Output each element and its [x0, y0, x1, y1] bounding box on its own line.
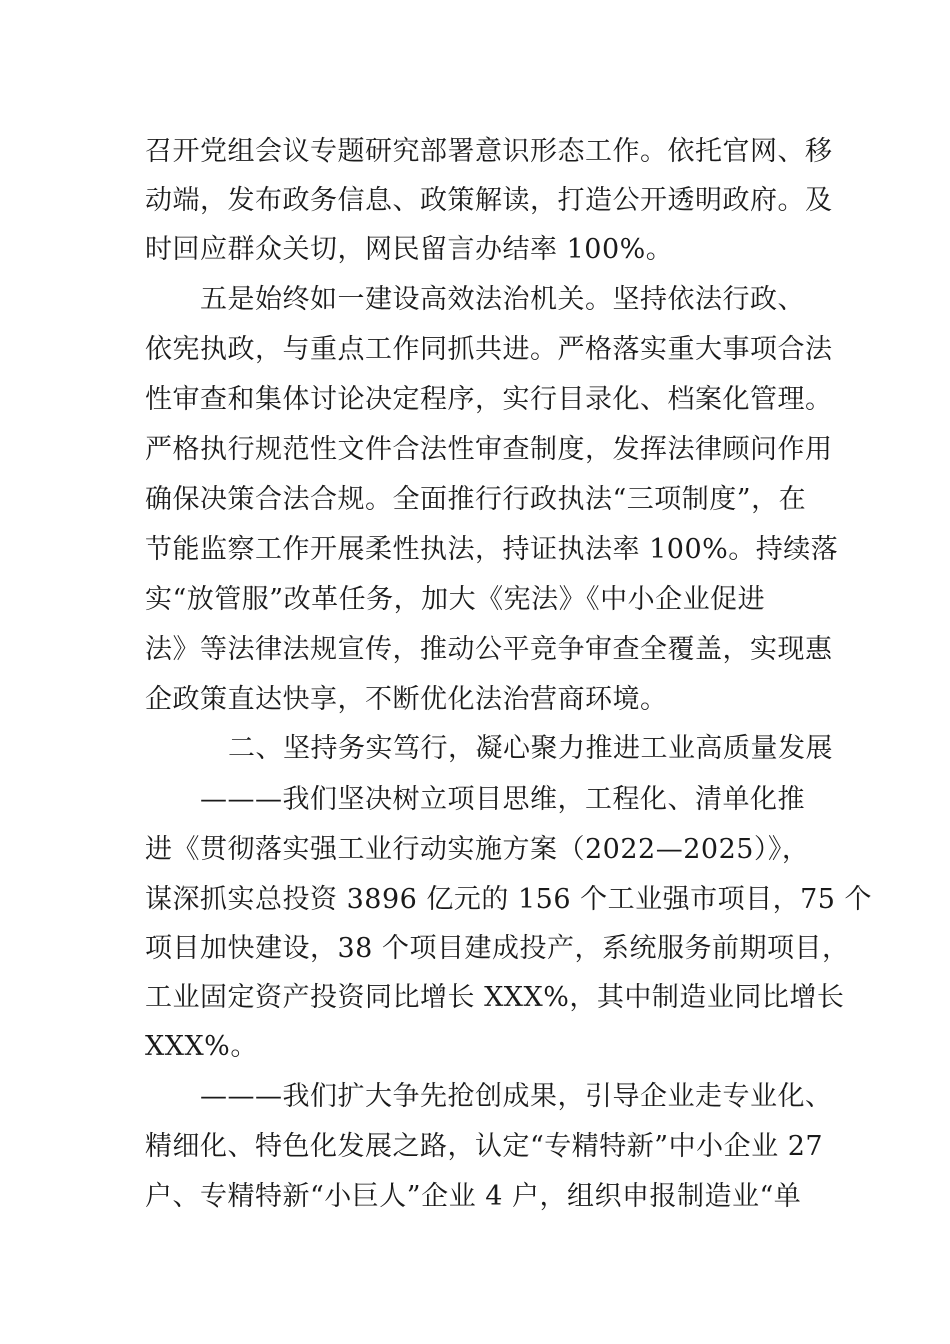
paragraph-4-line-1: ———我们扩大争先抢创成果，引导企业走专业化、 — [200, 1081, 833, 1112]
paragraph-1-line-2: 动端，发布政务信息、政策解读，打造公开透明政府。及 — [145, 185, 833, 216]
paragraph-2-line-1: 五是始终如一建设高效法治机关。坚持依法行政、 — [200, 284, 805, 315]
paragraph-3-line-2: 进《贯彻落实强工业行动实施方案（2022—2025）》， — [145, 834, 810, 865]
paragraph-1-line-1: 召开党组会议专题研究部署意识形态工作。依托官网、移 — [145, 136, 833, 167]
paragraph-3-line-5: 工业固定资产投资同比增长 XXX%，其中制造业同比增长 — [145, 982, 845, 1013]
section-heading: 二、坚持务实笃行，凝心聚力推进工业高质量发展 — [228, 733, 833, 764]
paragraph-4-line-3: 户、专精特新“小巨人”企业 4 户，组织申报制造业“单 — [145, 1181, 802, 1212]
paragraph-2-line-9: 企政策直达快享，不断优化法治营商环境。 — [145, 684, 668, 715]
paragraph-2-line-6: 节能监察工作开展柔性执法，持证执法率 100%。持续落 — [145, 534, 839, 565]
paragraph-2-line-3: 性审查和集体讨论决定程序，实行目录化、档案化管理。 — [145, 384, 833, 415]
paragraph-4-line-2: 精细化、特色化发展之路，认定“专精特新”中小企业 27 — [145, 1131, 824, 1162]
paragraph-2-line-5: 确保决策合法合规。全面推行行政执法“三项制度”，在 — [145, 484, 807, 515]
paragraph-2-line-7: 实“放管服”改革任务，加大《宪法》《中小企业促进 — [145, 584, 766, 615]
paragraph-3-line-4: 项目加快建设，38 个项目建成投产，系统服务前期项目， — [145, 933, 850, 964]
paragraph-2-line-8: 法》等法律法规宣传，推动公平竞争审查全覆盖，实现惠 — [145, 634, 833, 665]
paragraph-3-line-1: ———我们坚决树立项目思维，工程化、清单化推 — [200, 784, 805, 815]
paragraph-3-line-3: 谋深抓实总投资 3896 亿元的 156 个工业强市项目，75 个 — [145, 884, 873, 915]
paragraph-3-line-6: XXX%。 — [145, 1031, 258, 1062]
paragraph-2-line-2: 依宪执政，与重点工作同抓共进。严格落实重大事项合法 — [145, 334, 833, 365]
paragraph-1-line-3: 时回应群众关切，网民留言办结率 100%。 — [145, 234, 674, 265]
paragraph-2-line-4: 严格执行规范性文件合法性审查制度，发挥法律顾问作用 — [145, 434, 833, 465]
